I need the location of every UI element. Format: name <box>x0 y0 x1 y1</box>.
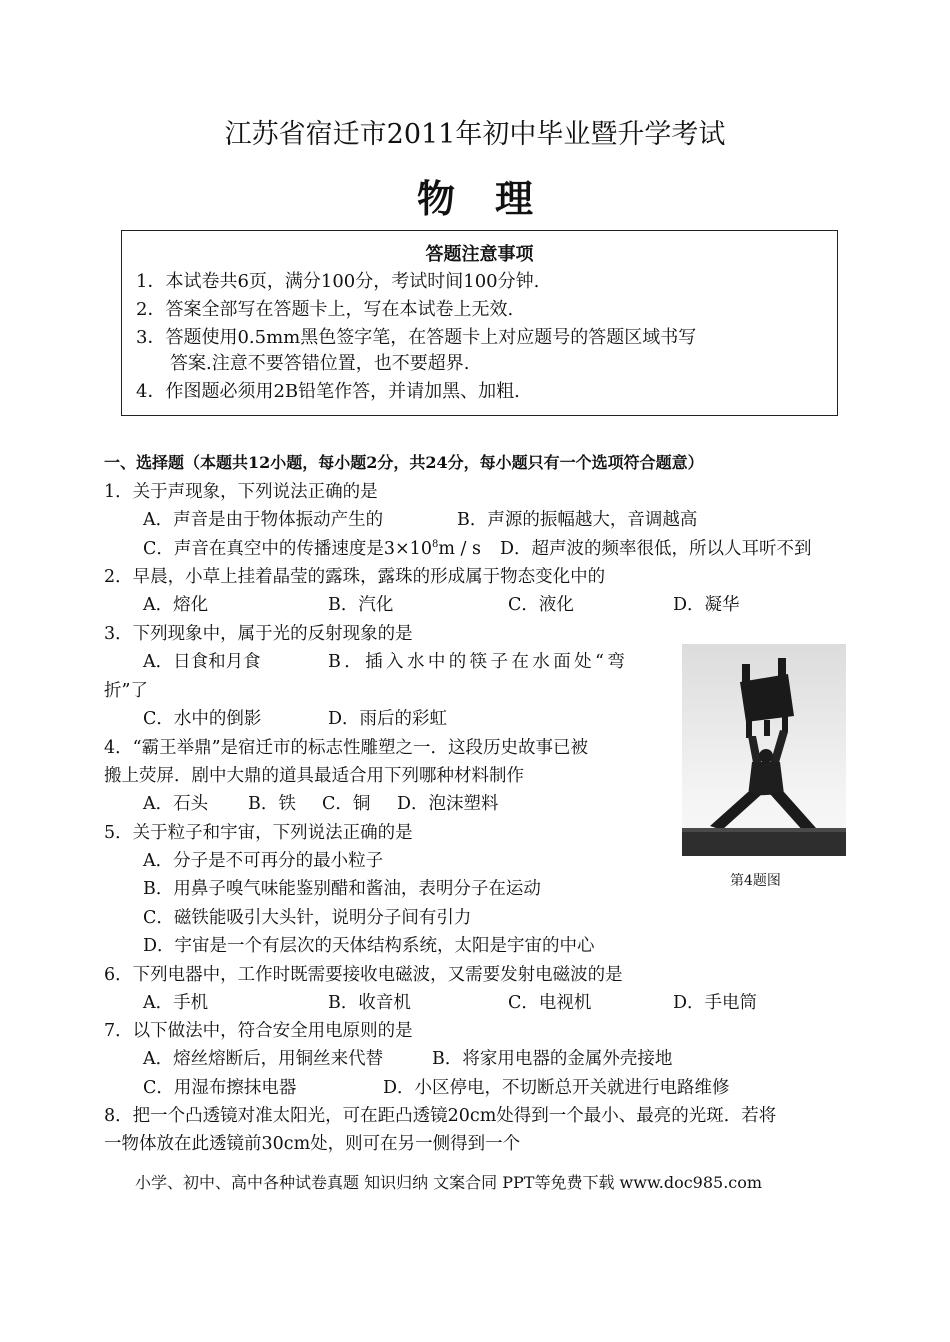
notice-item: 1．本试卷共6页，满分100分，考试时间100分钟. <box>136 271 540 292</box>
question-5-option-d: D．宇宙是一个有层次的天体结构系统，太阳是宇宙的中心 <box>143 936 595 956</box>
footer-text: 小学、初中、高中各种试卷真题 知识归纳 文案合同 PPT等免费下载 www.doc985.com <box>135 1173 763 1192</box>
option-c-text: C．声音在真空中的传播速度是3×10 <box>143 539 432 559</box>
notice-item: 2．答案全部写在答题卡上，写在本试卷上无效. <box>136 299 514 320</box>
question-4-option-d: D．泡沫塑料 <box>397 794 499 814</box>
question-2-option-d: D．凝华 <box>673 595 740 615</box>
question-5-stem: 5．关于粒子和宇宙，下列说法正确的是 <box>104 823 413 843</box>
question-2-stem: 2．早晨，小草上挂着晶莹的露珠，露珠的形成属于物态变化中的 <box>104 567 606 587</box>
question-3-option-d: D．雨后的彩虹 <box>328 709 448 729</box>
question-1-option-a: A．声音是由于物体振动产生的 <box>143 510 384 530</box>
statue-image <box>682 644 846 856</box>
question-8-stem-continuation: 一物体放在此透镜前30cm处，则可在另一侧得到一个 <box>104 1134 521 1154</box>
question-7-option-d: D．小区停电，不切断总开关就进行电路维修 <box>383 1078 730 1098</box>
question-6-option-c: C．电视机 <box>508 993 592 1013</box>
notice-item: 3．答题使用0.5mm黑色签字笔，在答题卡上对应题号的答题区域书写 <box>136 327 697 348</box>
statue-photo <box>682 644 846 856</box>
exam-title: 江苏省宿迁市2011年初中毕业暨升学考试 <box>224 119 726 150</box>
notice-title: 答题注意事项 <box>425 244 534 265</box>
unit: m / s <box>438 539 481 559</box>
question-3-option-c: C．水中的倒影 <box>143 709 262 729</box>
question-5-option-b: B．用鼻子嗅气味能鉴别醋和酱油，表明分子在运动 <box>143 879 541 899</box>
question-2-option-c: C．液化 <box>508 595 574 615</box>
question-7-option-a: A．熔丝熔断后，用铜丝来代替 <box>143 1049 384 1069</box>
question-4-stem-continuation: 搬上荧屏．剧中大鼎的道具最适合用下列哪种材料制作 <box>104 766 524 786</box>
question-4-stem: 4．“霸王举鼎”是宿迁市的标志性雕塑之一．这段历史故事已被 <box>104 738 589 758</box>
question-6-option-a: A．手机 <box>143 993 209 1013</box>
section-heading: 一、选择题（本题共12小题，每小题2分，共24分，每小题只有一个选项符合题意） <box>104 453 704 472</box>
question-8-stem: 8．把一个凸透镜对准太阳光，可在距凸透镜20cm处得到一个最小、最亮的光斑．若将 <box>104 1106 777 1126</box>
question-6-stem: 6．下列电器中，工作时既需要接收电磁波，又需要发射电磁波的是 <box>104 965 623 985</box>
question-4-option-b: B．铁 <box>248 794 296 814</box>
question-4-option-c: C．铜 <box>322 794 371 814</box>
notice-item-continuation: 答案.注意不要答错位置，也不要超界. <box>170 353 470 374</box>
question-1-stem: 1．关于声现象，下列说法正确的是 <box>104 482 378 502</box>
question-1-option-d: D．超声波的频率很低，所以人耳听不到 <box>500 539 812 559</box>
question-1-option-c <box>143 535 481 560</box>
question-7-option-c: C．用湿布擦抹电器 <box>143 1078 297 1098</box>
notice-box <box>121 230 838 416</box>
question-3-option-b-continuation: 折”了 <box>104 681 148 701</box>
question-6-option-b: B．收音机 <box>328 993 411 1013</box>
question-7-option-b: B．将家用电器的金属外壳接地 <box>432 1049 673 1069</box>
figure-caption: 第4题图 <box>730 873 781 889</box>
question-2-option-a: A．熔化 <box>143 595 209 615</box>
question-5-option-c: C．磁铁能吸引大头针，说明分子间有引力 <box>143 908 472 928</box>
question-6-option-d: D．手电筒 <box>673 993 758 1013</box>
question-4-option-a: A．石头 <box>143 794 209 814</box>
notice-item: 4．作图题必须用2B铅笔作答，并请加黑、加粗. <box>136 381 520 402</box>
question-3-option-a: A．日食和月食 <box>143 652 261 672</box>
question-3-option-b: B．插入水中的筷子在水面处“弯 <box>328 652 629 672</box>
question-3-stem: 3．下列现象中，属于光的反射现象的是 <box>104 624 413 644</box>
question-7-stem: 7．以下做法中，符合安全用电原则的是 <box>104 1021 413 1041</box>
exponent: 8 <box>431 539 439 551</box>
question-1-option-b: B．声源的振幅越大，音调越高 <box>457 510 698 530</box>
subject-title: 物理 <box>416 176 573 221</box>
question-2-option-b: B．汽化 <box>328 595 394 615</box>
question-5-option-a: A．分子是不可再分的最小粒子 <box>143 851 384 871</box>
